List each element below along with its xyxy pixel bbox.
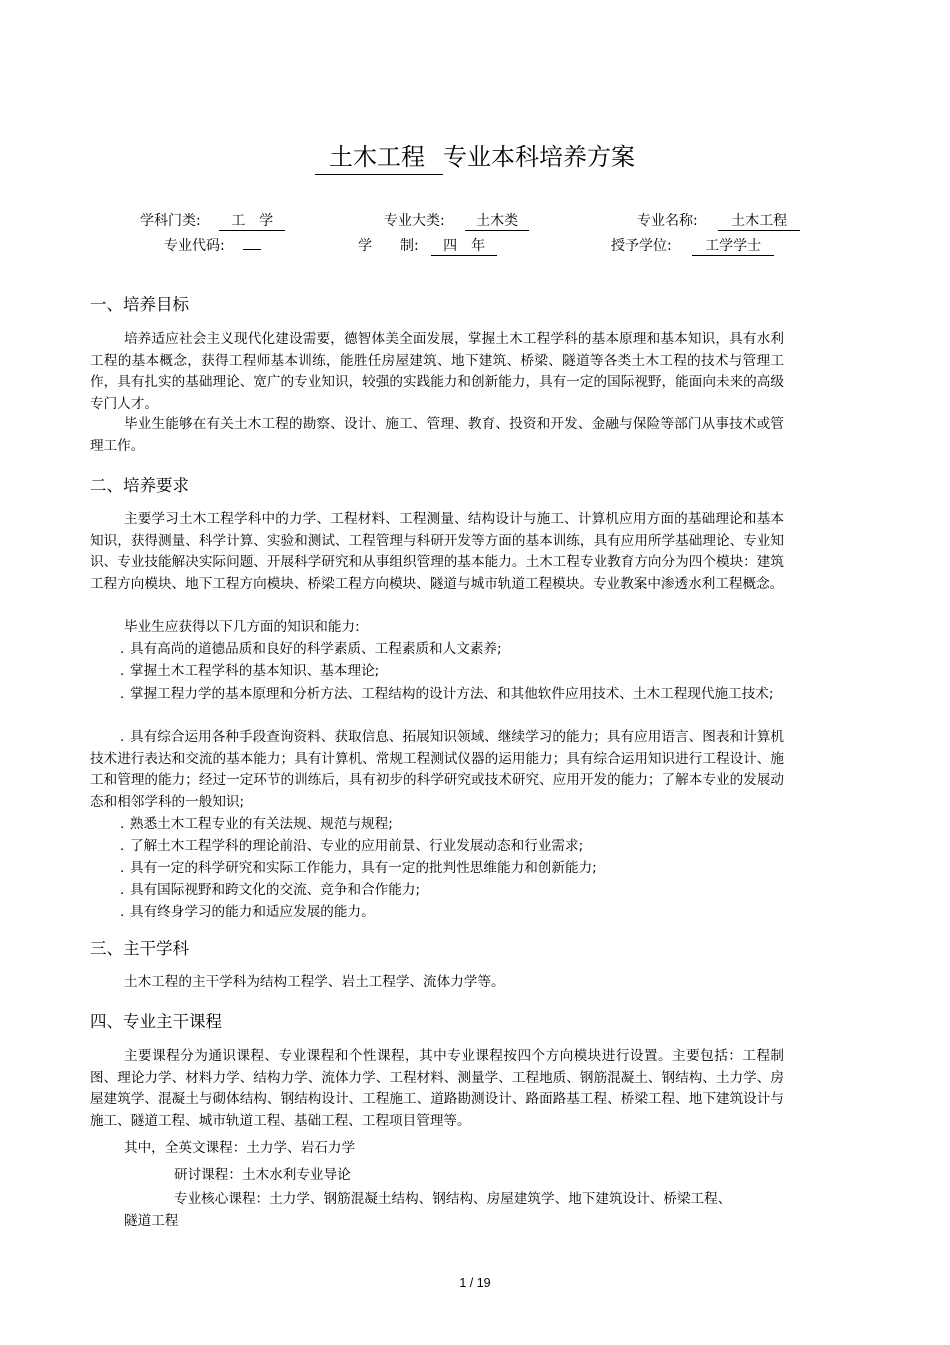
degree-label: 授予学位: bbox=[611, 238, 672, 254]
core-courses-line: 专业核心课程：土力学、钢筋混凝土结构、钢结构、房屋建筑学、地下建筑设计、桥梁工程、 bbox=[174, 1191, 732, 1207]
graduates-paragraph: 毕业生能够在有关土木工程的勘察、设计、施工、管理、教育、投资和开发、金融与保险等部门从事技术或管理工作。 bbox=[90, 416, 784, 454]
list-item-text: 掌握工程力学的基本原理和分析方法、工程结构的设计方法、和其他软件应用技术、土木工程现代施工技术; bbox=[130, 686, 774, 702]
title-major: 土木工程 bbox=[315, 140, 443, 175]
list-item-text: 熟悉土木工程专业的有关法规、规范与规程; bbox=[130, 816, 393, 832]
category-field bbox=[140, 211, 285, 231]
requirements-paragraph: 主要学习土木工程学科中的力学、工程材料、工程测量、结构设计与施工、计算机应用方面的基础理论和基本知识，获得测量、科学计算、实验和测试、工程管理与科研开发等方面的基本训练，具有应用所学基础理论、专业知识、专业技能解决实际问题、开展科学研究和从事组织管理的基本能力。土木工程专业教育方向分为四个模块：建筑工程方向模块、地下工程方向模块、桥梁工程方向模块、隧道与城市轨道工程模块。专业教案中渗透水利工程概念。 bbox=[90, 511, 784, 592]
category-value: 工 学 bbox=[219, 212, 285, 231]
title-rest: 专业本科培养方案 bbox=[443, 143, 635, 171]
code-value bbox=[243, 249, 261, 250]
list-item-text: 具有国际视野和跨文化的交流、竞争和合作能力; bbox=[130, 882, 421, 898]
list-item-text: 具有高尚的道德品质和良好的科学素质、工程素质和人文素养; bbox=[130, 641, 502, 657]
list-item bbox=[90, 880, 784, 902]
big-class-value: 土木类 bbox=[465, 212, 529, 231]
bullet-mark: . bbox=[120, 641, 125, 657]
list-item bbox=[90, 727, 784, 813]
list-item bbox=[90, 902, 784, 924]
section-heading-main-courses: 四、专业主干课程 bbox=[90, 1012, 222, 1031]
list-item-text: 具有综合运用各种手段查询资料、获取信息、拓展知识领域、继续学习的能力；具有应用语言、图表和计算机技术进行表达和交流的基本能力；具有计算机、常规工程测试仪器的运用能力；具有综合运用知识进行工程设计、施工和管理的能力；经过一定环节的训练后，具有初步的科学研究或技术研究、应用开发的能力；了解本专业的发展动态和相邻学科的一般知识; bbox=[90, 729, 784, 810]
list-item bbox=[90, 684, 784, 706]
main-courses-paragraph: 主要课程分为通识课程、专业课程和个性课程，其中专业课程按四个方向模块进行设置。主要包括：工程制图、理论力学、材料力学、结构力学、流体力学、工程材料、测量学、工程地质、钢筋混凝土、钢结构、土力学、房屋建筑学、混凝土与砌体结构、钢结构设计、工程施工、道路勘测设计、路面路基工程、桥梁工程、地下建筑设计与施工、隧道工程、城市轨道工程、基础工程、工程项目管理等。 bbox=[90, 1048, 784, 1129]
list-item-text: 了解土木工程学科的理论前沿、专业的应用前景、行业发展动态和行业需求; bbox=[130, 838, 584, 854]
bullet-mark: . bbox=[120, 882, 125, 898]
degree-field bbox=[611, 236, 774, 256]
big-class-label: 专业大类: bbox=[384, 213, 445, 229]
bullet-mark: . bbox=[120, 838, 125, 854]
seminar-courses-line: 研讨课程：土木水利专业导论 bbox=[174, 1167, 351, 1183]
duration-value: 四 年 bbox=[431, 237, 497, 256]
big-class-field bbox=[384, 211, 529, 231]
list-item bbox=[90, 639, 784, 661]
bullet-mark: . bbox=[120, 663, 125, 679]
list-item bbox=[90, 836, 784, 858]
bullet-mark: . bbox=[120, 904, 125, 920]
duration-field bbox=[358, 236, 497, 256]
list-item bbox=[90, 814, 784, 836]
major-name-label: 专业名称: bbox=[637, 213, 698, 229]
english-courses-line: 其中，全英文课程：土力学、岩石力学 bbox=[124, 1140, 356, 1156]
degree-value: 工学学士 bbox=[692, 237, 774, 256]
code-label: 专业代码: bbox=[164, 238, 225, 254]
page-number: 1 / 19 bbox=[459, 1276, 491, 1290]
bullet-mark: . bbox=[120, 860, 125, 876]
objectives-paragraph: 培养适应社会主义现代化建设需要，德智体美全面发展，掌握土木工程学科的基本原理和基本知识，具有水利工程的基本概念，获得工程师基本训练，能胜任房屋建筑、地下建筑、桥梁、隧道等各类土木工程的技术与管理工作，具有扎实的基础理论、宽广的专业知识，较强的实践能力和创新能力，具有一定的国际视野，能面向未来的高级专门人才。 bbox=[90, 331, 784, 412]
list-item-text: 掌握土木工程学科的基本知识、基本理论; bbox=[130, 663, 380, 679]
bullet-mark: . bbox=[120, 816, 125, 832]
section-heading-objectives: 一、培养目标 bbox=[90, 295, 189, 314]
section-heading-main-disciplines: 三、主干学科 bbox=[90, 939, 189, 958]
section-heading-requirements: 二、培养要求 bbox=[90, 476, 189, 495]
bullet-mark: . bbox=[120, 729, 125, 745]
main-disciplines-paragraph: 土木工程的主干学科为结构工程学、岩土工程学、流体力学等。 bbox=[124, 974, 505, 990]
list-item-text: 具有终身学习的能力和适应发展的能力。 bbox=[130, 904, 375, 920]
list-item bbox=[90, 858, 784, 880]
list-item bbox=[90, 661, 784, 683]
abilities-intro: 毕业生应获得以下几方面的知识和能力: bbox=[124, 619, 360, 635]
page-title bbox=[0, 140, 950, 175]
list-item-text: 具有一定的科学研究和实际工作能力，具有一定的批判性思维能力和创新能力; bbox=[130, 860, 597, 876]
major-name-field bbox=[637, 211, 800, 231]
core-courses-line-cont: 隧道工程 bbox=[124, 1213, 179, 1229]
bullet-mark: . bbox=[120, 686, 125, 702]
major-name-value: 土木工程 bbox=[718, 212, 800, 231]
category-label: 学科门类: bbox=[140, 213, 201, 229]
code-field bbox=[164, 236, 261, 256]
duration-label: 学 制: bbox=[358, 238, 419, 254]
